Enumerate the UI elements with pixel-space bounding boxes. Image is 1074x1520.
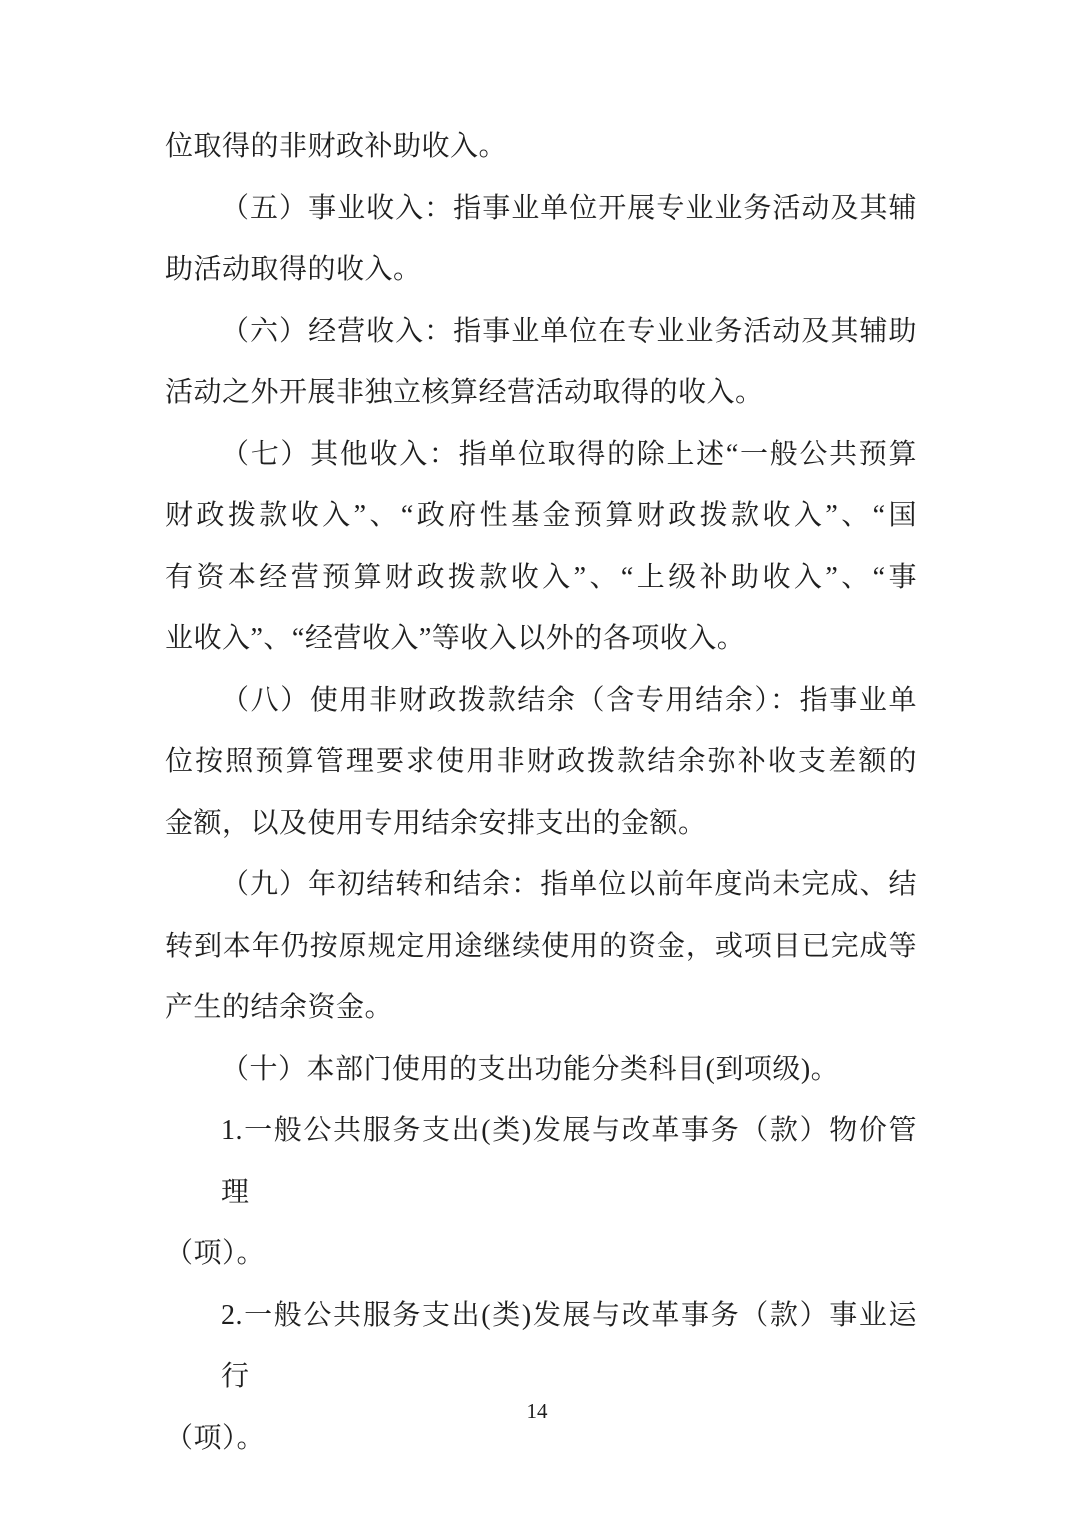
- text-line: 转到本年仍按原规定用途继续使用的资金，或项目已完成等: [165, 930, 917, 962]
- text-line: （五）事业收入：指事业单位开展专业业务活动及其辅: [221, 192, 917, 224]
- text-line: 位按照预算管理要求使用非财政拨款结余弥补收支差额的: [165, 746, 917, 777]
- text-line: （七）其他收入：指单位取得的除上述“一般公共预算: [221, 438, 917, 470]
- text-line: 助活动取得的收入。: [165, 254, 422, 285]
- text-line: 有资本经营预算财政拨款收入”、“上级补助收入”、“事: [165, 561, 917, 593]
- text-line: （八）使用非财政拨款结余（含专用结余）：指事业单: [221, 684, 917, 716]
- text-line: 财政拨款收入”、“政府性基金预算财政拨款收入”、“国: [165, 500, 917, 531]
- text-line: （项）。: [165, 1422, 266, 1454]
- text-line: （项）。: [165, 1238, 266, 1269]
- text-line: 2.一般公共服务支出(类)发展与改革事务（款）事业运行: [221, 1299, 917, 1392]
- text-line: 位取得的非财政补助收入。: [165, 131, 508, 162]
- text-line: 活动之外开展非独立核算经营活动取得的收入。: [165, 377, 764, 408]
- text-line: （十）本部门使用的支出功能分类科目(到项级)。: [221, 1053, 840, 1085]
- text-line: 1.一般公共服务支出(类)发展与改革事务（款）物价管理: [221, 1115, 917, 1208]
- text-line: 金额，以及使用专用结余安排支出的金额。: [165, 807, 707, 839]
- page-number: 14: [526, 1399, 548, 1423]
- text-line: 产生的结余资金。: [165, 992, 394, 1023]
- document-body: [165, 116, 917, 1469]
- text-line: 业收入”、“经营收入”等收入以外的各项收入。: [165, 623, 746, 654]
- text-line: （九）年初结转和结余：指单位以前年度尚未完成、结: [221, 869, 917, 900]
- text-line: （六）经营收入：指事业单位在专业业务活动及其辅助: [221, 315, 917, 347]
